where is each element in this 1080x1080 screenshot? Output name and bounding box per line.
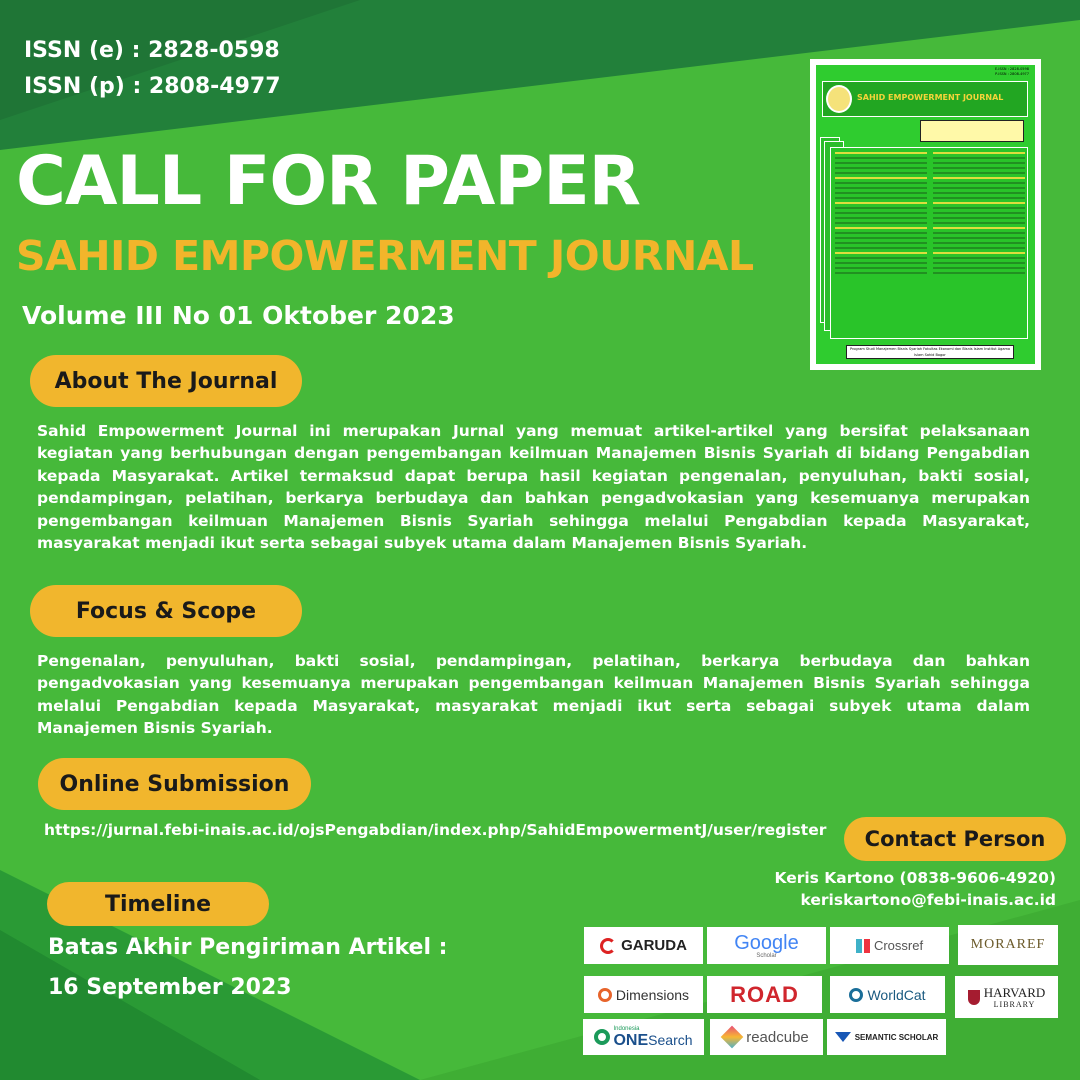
harvard-library-logo bbox=[955, 976, 1058, 1018]
crossref-text: Crossref bbox=[873, 938, 924, 953]
onesearch-icon bbox=[594, 1029, 610, 1045]
google-scholar-sub: Scholar bbox=[756, 952, 777, 959]
issn-print: ISSN (p) : 2808-4977 bbox=[24, 74, 281, 99]
journal-cover-image bbox=[810, 59, 1041, 370]
google-scholar-logo bbox=[707, 927, 826, 964]
dimensions-icon bbox=[598, 988, 612, 1002]
google-text: Google bbox=[734, 931, 799, 954]
crossref-icon bbox=[856, 939, 870, 953]
focus-text: Pengenalan, penyuluhan, bakti sosial, pendampingan, pelatihan, berkarya berbudaya dan bahkan pengadvokasian yang kesemuanya merupakan pengembangan keilmuan Manajemen Bisnis Syariah sehingga melalui Pengabdian kepada Masyarakat, masyarakat menjadi ikut serta sebagai subyek utama dalam Manajemen Bisnis Syariah. bbox=[37, 652, 1030, 738]
semantic-scholar-icon bbox=[835, 1032, 851, 1042]
semantic-scholar-text: SEMANTIC SCHOLAR bbox=[854, 1032, 939, 1042]
readcube-icon bbox=[721, 1026, 744, 1049]
onesearch-small: Indonesia bbox=[613, 1025, 640, 1032]
contact-name: Keris Kartono (0838-9606-4920) bbox=[774, 869, 1056, 887]
headline-title: CALL FOR PAPER bbox=[16, 142, 641, 221]
cover-title: SAHID EMPOWERMENT JOURNAL bbox=[857, 93, 1004, 102]
cover-header bbox=[822, 81, 1028, 117]
timeline-heading: Timeline bbox=[47, 882, 269, 926]
crossref-logo bbox=[830, 927, 949, 964]
readcube-text: readcube bbox=[746, 1028, 809, 1046]
onesearch-one: ONE bbox=[613, 1031, 649, 1049]
readcube-logo bbox=[710, 1019, 823, 1055]
focus-heading: Focus & Scope bbox=[30, 585, 302, 637]
worldcat-logo bbox=[830, 976, 945, 1013]
contact-email[interactable]: keriskartono@febi-inais.ac.id bbox=[800, 891, 1056, 909]
submission-heading: Online Submission bbox=[38, 758, 311, 810]
volume-label: Volume III No 01 Oktober 2023 bbox=[22, 301, 455, 330]
road-logo bbox=[707, 976, 822, 1013]
cover-logo-icon bbox=[826, 85, 852, 113]
journal-name: SAHID EMPOWERMENT JOURNAL bbox=[16, 232, 754, 280]
contact-heading: Contact Person bbox=[844, 817, 1066, 861]
cover-contents bbox=[830, 147, 1028, 339]
moraref-text: MORAREF bbox=[970, 937, 1046, 952]
garuda-icon bbox=[600, 938, 616, 954]
semantic-scholar-logo bbox=[827, 1019, 946, 1055]
cover-footer: Program Studi Manajemen Bisnis Syariah Fakultas Ekonomi dan Bisnis Islam Institut Agama Islam Sahid Bogor bbox=[846, 345, 1014, 359]
garuda-logo bbox=[584, 927, 703, 964]
about-heading: About The Journal bbox=[30, 355, 302, 407]
dimensions-text: Dimensions bbox=[615, 986, 690, 1003]
cover-issn bbox=[995, 67, 1029, 77]
onesearch-text-group bbox=[613, 1026, 692, 1049]
road-text: ROAD bbox=[730, 981, 799, 1007]
onesearch-main bbox=[613, 1032, 692, 1049]
onesearch-search: Search bbox=[648, 1031, 693, 1048]
harvard-shield-icon bbox=[968, 990, 980, 1005]
cover-issn-p: P-ISSN : 2808-4977 bbox=[995, 72, 1029, 76]
worldcat-text: WorldCat bbox=[867, 986, 926, 1003]
dimensions-logo bbox=[584, 976, 703, 1013]
submission-url[interactable]: https://jurnal.febi-inais.ac.id/ojsPengabdian/index.php/SahidEmpowermentJ/user/register bbox=[44, 821, 827, 839]
harvard-sub-text: LIBRARY bbox=[993, 999, 1036, 1009]
deadline-date: 16 September 2023 bbox=[48, 975, 292, 1000]
issn-electronic: ISSN (e) : 2828-0598 bbox=[24, 38, 280, 63]
about-text: Sahid Empowerment Journal ini merupakan Jurnal yang memuat artikel-artikel yang bersifat pelaksanaan kegiatan yang berhubungan dengan pengembangan keilmuan Manajemen Bisnis Syariah di bidang Pengabdian kepada Masyarakat. Artikel termaksud dapat berupa hasil kegiatan pengenalan, penyuluhan, bakti sosial, pendampingan, pelatihan, berkarya berbudaya dan bahkan pengadvokasian yang kesemuanya merupakan pengembangan keilmuan Manajemen Bisnis Syariah sehingga melalui Pengabdian kepada Masyarakat, masyarakat menjadi ikut serta sebagai subyek utama dalam Manajemen Bisnis Syariah. bbox=[37, 422, 1030, 553]
garuda-text: GARUDA bbox=[621, 937, 687, 954]
worldcat-icon bbox=[849, 988, 863, 1002]
deadline-label: Batas Akhir Pengiriman Artikel : bbox=[48, 935, 448, 960]
harvard-text: HARVARD bbox=[983, 984, 1046, 1000]
moraref-logo bbox=[958, 925, 1058, 965]
harvard-text-group bbox=[984, 986, 1046, 1009]
onesearch-logo bbox=[583, 1019, 704, 1055]
cover-issn-e: E-ISSN : 2828-0598 bbox=[994, 67, 1029, 71]
cover-subtitle-box bbox=[920, 120, 1024, 142]
